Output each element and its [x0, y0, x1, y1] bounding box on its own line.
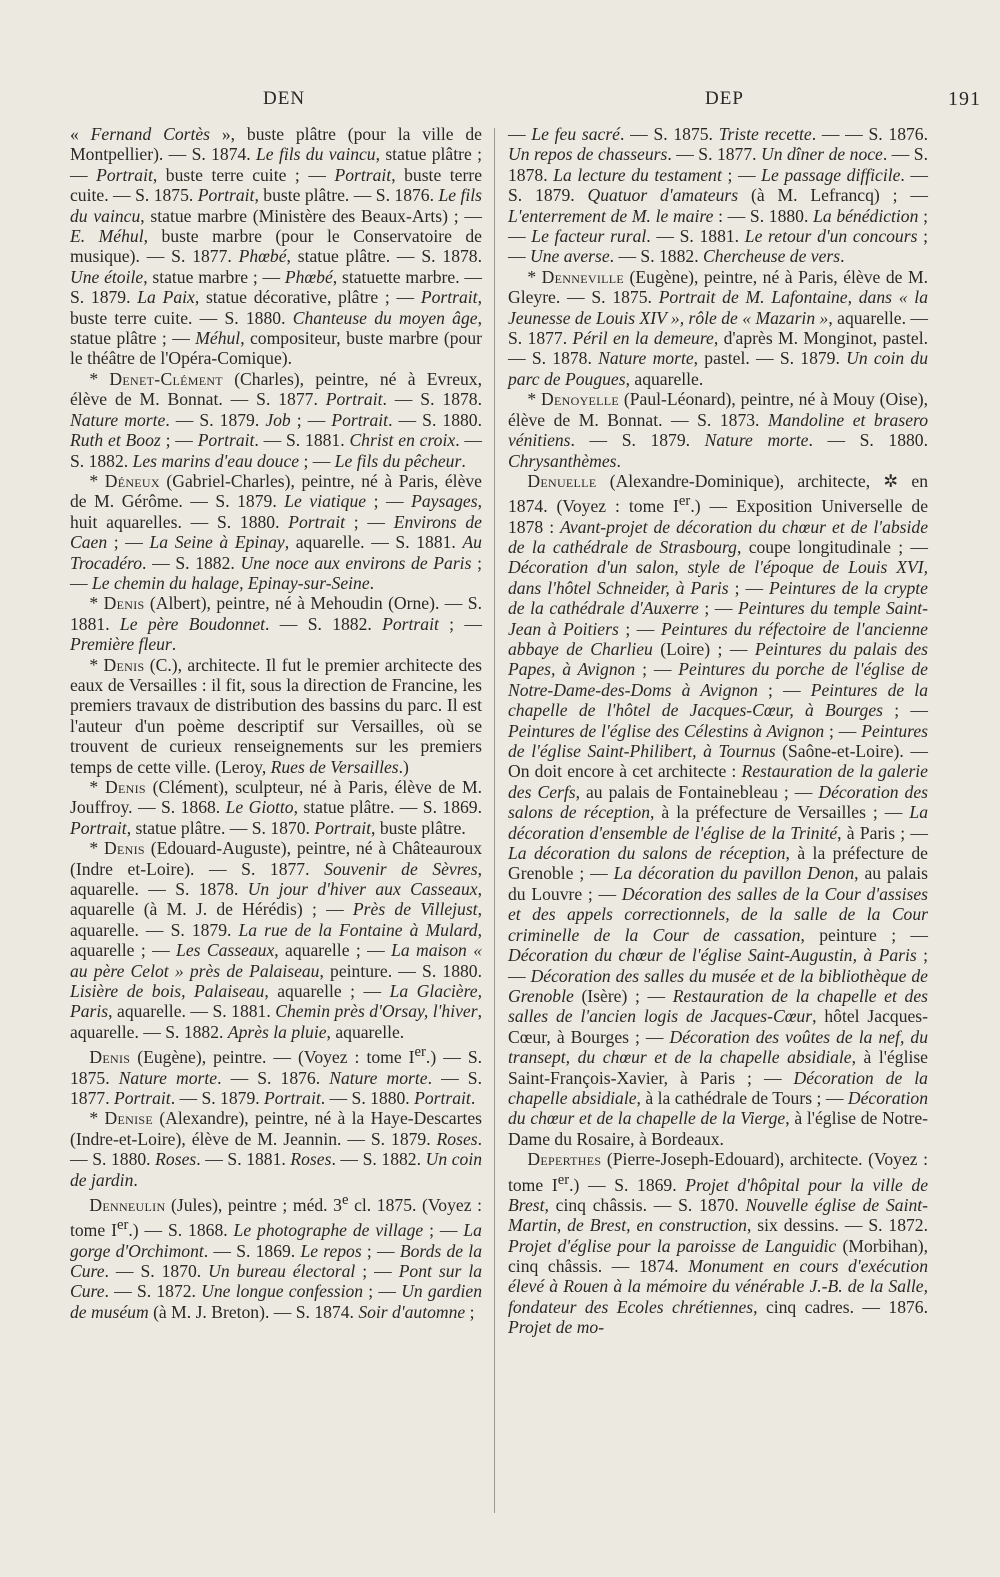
dictionary-entry: * Denet-Clément (Charles), peintre, né à Evreux, élève de M. Bonnat. — S. 1877. Portrait. — S. 1878. Nature morte. — S. 1879. Job ; — Portrait. — S. 1880. Ruth et Booz ; — Portrait. — S. 1881. Christ en croix. — S. 1882. Les marins d'eau douce ; — Le fils du pêcheur.	[70, 368, 482, 471]
dictionary-entry: Denis (Eugène), peintre. — (Voyez : tome Ier.) — S. 1875. Nature morte. — S. 1876. Nature morte. — S. 1877. Portrait. — S. 1879. Portrait. — S. 1880. Portrait.	[70, 1044, 482, 1108]
dictionary-entry: — Le feu sacré. — S. 1875. Triste recette. — — S. 1876. Un repos de chasseurs. — S. 1877. Un dîner de noce. — S. 1878. La lecture du testament ; — Le passage difficile. — S. 1879. Quatuor d'amateurs (à M. Lefrancq) ; — L'enterrement de M. le maire : — S. 1880. La bénédiction ; — Le facteur rural. — S. 1881. Le retour d'un concours ; — Une averse. — S. 1882. Chercheuse de vers.	[508, 124, 929, 267]
dictionary-entry: * Denis (C.), architecte. Il fut le premier architecte des eaux de Versailles : il fit, sous la direction de Francine, les premiers travaux de distribution des bassins du parc. Il est l'auteur d'un poème descriptif sur Versailles, où se trouvent de curieux renseignements sur les premiers temps de cette ville. (Leroy, Rues de Versailles.)	[70, 654, 482, 777]
page-number: 191	[948, 88, 981, 110]
dictionary-entry: * Denis (Albert), peintre, né à Mehoudin (Orne). — S. 1881. Le père Boudonnet. — S. 1882. Portrait ; — Première fleur.	[70, 593, 482, 655]
dictionary-entry: Denneulin (Jules), peintre ; méd. 3e cl. 1875. (Voyez : tome Ier.) — S. 1868. Le photographe de village ; — La gorge d'Orchimont. — S. 1869. Le repos ; — Bords de la Cure. — S. 1870. Un bureau électoral ; — Pont sur la Cure. — S. 1872. Une longue confession ; — Un gardien de muséum (à M. J. Breton). — S. 1874. Soir d'automne ;	[70, 1191, 483, 1322]
dictionary-entry: * Denis (Clément), sculpteur, né à Paris, élève de M. Jouffroy. — S. 1868. Le Giotto, statue plâtre. — S. 1869. Portrait, statue plâtre. — S. 1870. Portrait, buste plâtre.	[70, 777, 482, 838]
right-column	[508, 124, 928, 1338]
running-head-right: DEP	[705, 88, 744, 109]
dictionary-entry: « Fernand Cortès », buste plâtre (pour la ville de Montpellier). — S. 1874. Le fils du vaincu, statue plâtre ; — Portrait, buste terre cuite ; — Portrait, buste terre cuite. — S. 1875. Portrait, buste plâtre. — S. 1876. Le fils du vaincu, statue marbre (Ministère des Beaux-Arts) ; — E. Méhul, buste marbre (pour le Conservatoire de musique). — S. 1877. Phœbé, statue plâtre. — S. 1878. Une étoile, statue marbre ; — Phœbé, statuette marbre. — S. 1879. La Paix, statue décorative, plâtre ; — Portrait, buste terre cuite. — S. 1880. Chanteuse du moyen âge, statue plâtre ; — Méhul, compositeur, buste marbre (pour le théâtre de l'Opéra-Comique).	[70, 124, 483, 369]
dictionary-entry: * Déneux (Gabriel-Charles), peintre, né à Paris, élève de M. Gérôme. — S. 1879. Le viatique ; — Paysages, huit aquarelles. — S. 1880. Portrait ; — Environs de Caen ; — La Seine à Epinay, aquarelle. — S. 1881. Au Trocadéro. — S. 1882. Une noce aux environs de Paris ; — Le chemin du halage, Epinay-sur-Seine.	[70, 470, 482, 593]
running-head-left: DEN	[263, 88, 306, 109]
dictionary-entry: Deperthes (Pierre-Joseph-Edouard), architecte. (Voyez : tome Ier.) — S. 1869. Projet d'hôpital pour la ville de Brest, cinq châssis. — S. 1870. Nouvelle église de Saint-Martin, de Brest, en construction, six dessins. — S. 1872. Projet d'église pour la paroisse de Languidic (Morbihan), cinq châssis. — 1874. Monument en cours d'exécution élevé à Rouen à la mémoire du vénérable J.-B. de la Salle, fondateur des Ecoles chrétiennes, cinq cadres. — 1876. Projet de mo-	[508, 1149, 929, 1338]
dictionary-entry: * Denise (Alexandre), peintre, né à la Haye-Descartes (Indre-et-Loire), élève de M. Jeannin. — S. 1879. Roses. — S. 1880. Roses. — S. 1881. Roses. — S. 1882. Un coin de jardin.	[70, 1108, 483, 1190]
dictionary-entry: * Denis (Edouard-Auguste), peintre, né à Châteauroux (Indre et-Loire). — S. 1877. Souvenir de Sèvres, aquarelle. — S. 1878. Un jour d'hiver aux Casseaux, aquarelle (à M. J. de Hérédis) ; — Près de Villejust, aquarelle. — S. 1879. La rue de la Fontaine à Mulard, aquarelle ; — Les Casseaux, aquarelle ; — La maison « au père Celot » près de Palaiseau, peinture. — S. 1880. Lisière de bois, Palaiseau, aquarelle ; — La Glacière, Paris, aquarelle. — S. 1881. Chemin près d'Orsay, l'hiver, aquarelle. — S. 1882. Après la pluie, aquarelle.	[70, 838, 482, 1042]
dictionary-entry: * Denneville (Eugène), peintre, né à Paris, élève de M. Gleyre. — S. 1875. Portrait de M. Lafontaine, dans « la Jeunesse de Louis XIV », rôle de « Mazarin », aquarelle. — S. 1877. Péril en la demeure, d'après M. Monginot, pastel. — S. 1878. Nature morte, pastel. — S. 1879. Un coin du parc de Pougues, aquarelle.	[508, 266, 929, 389]
dictionary-entry: * Denoyelle (Paul-Léonard), peintre, né à Mouy (Oise), élève de M. Bonnat. — S. 1873. Mandoline et brasero vénitiens. — S. 1879. Nature morte. — S. 1880. Chrysanthèmes.	[508, 389, 929, 471]
left-column	[70, 124, 482, 1322]
dictionary-entry: Denuelle (Alexandre-Dominique), architecte, ✲ en 1874. (Voyez : tome Ier.) — Exposition Universelle de 1878 : Avant-projet de décoration du chœur et de l'abside de la cathédrale de Strasbourg, coupe longitudinale ; — Décoration d'un salon, style de l'époque de Louis XVI, dans l'hôtel Schneider, à Paris ; — Peintures de la crypte de la cathédrale d'Auxerre ; — Peintures du temple Saint-Jean à Poitiers ; — Peintures du réfectoire de l'ancienne abbaye de Charlieu (Loire) ; — Peintures du palais des Papes, à Avignon ; — Peintures du porche de l'église de Notre-Dame-des-Doms à Avignon ; — Peintures de la chapelle de l'hôtel de Jacques-Cœur, à Bourges ; — Peintures de l'église des Célestins à Avignon ; — Peintures de l'église Saint-Philibert, à Tournus (Saône-et-Loire). — On doit encore à cet architecte : Restauration de la galerie des Cerfs, au palais de Fontainebleau ; — Décoration des salons de réception, à la préfecture de Versailles ; — La décoration d'ensemble de l'église de la Trinité, à Paris ; — La décoration du salons de réception, à la préfecture de Grenoble ; — La décoration du pavillon Denon, au palais du Louvre ; — Décoration des salles de la Cour d'assises et des appels correctionnels, de la salle de la Cour criminelle de la Cour de cassation, peinture ; — Décoration du chœur de l'église Saint-Augustin, à Paris ; — Décoration des salles du musée et de la bibliothèque de Grenoble (Isère) ; — Restauration de la chapelle et des salles de l'ancien logis de Jacques-Cœur, hôtel Jacques-Cœur, à Bourges ; — Décoration des voûtes de la nef, du transept, du chœur et de la chapelle absidiale, à l'église Saint-François-Xavier, à Paris ; — Décoration de la chapelle absidiale, à la cathédrale de Tours ; — Décoration du chœur et de la chapelle de la Vierge, à l'église de Notre-Dame du Rosaire, à Bordeaux.	[508, 470, 929, 1149]
column-divider	[494, 128, 495, 1513]
